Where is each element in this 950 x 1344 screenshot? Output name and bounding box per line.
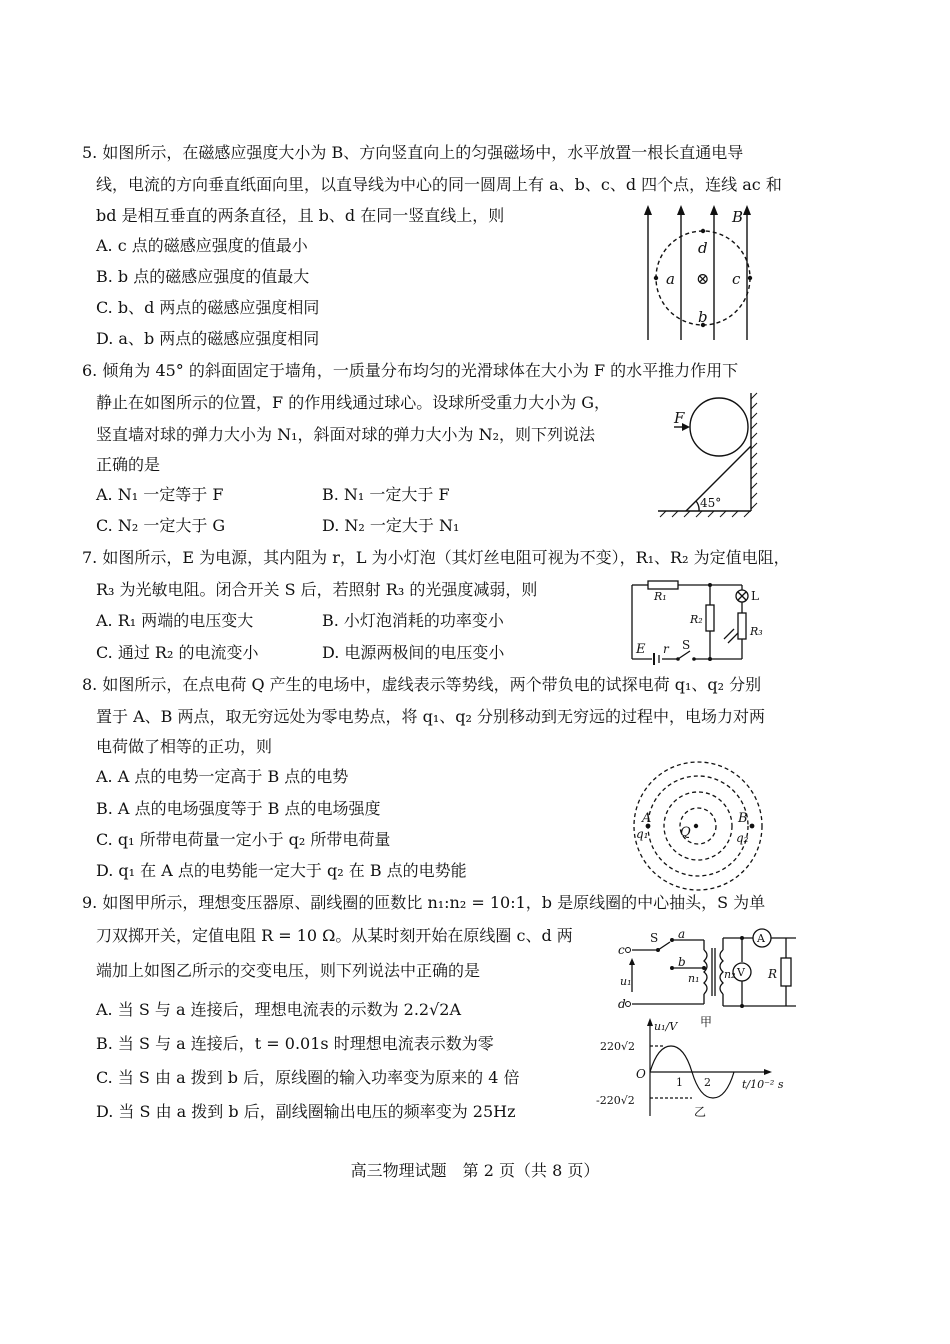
q7-label-r2: R₂ bbox=[690, 613, 703, 626]
q9-graph-ylabel: u₁/V bbox=[654, 1020, 678, 1033]
q7-label-r1: R₁ bbox=[654, 590, 667, 603]
q6-stem-line-4: 正确的是 bbox=[96, 455, 161, 474]
q8-label-b: B bbox=[738, 811, 748, 826]
q7-label-lamp: L bbox=[751, 589, 759, 603]
q9-graph-tick-2: 2 bbox=[704, 1076, 711, 1089]
q7-option-c: C. 通过 R₂ 的电流变小 bbox=[96, 643, 259, 662]
q8-option-a: A. A 点的电势一定高于 B 点的电势 bbox=[96, 767, 349, 786]
q6-stem-line-2: 静止在如图所示的位置，F 的作用线通过球心。设球所受重力大小为 G， bbox=[96, 393, 611, 412]
q8-label-a: A bbox=[642, 811, 652, 826]
page-footer: 高三物理试题 第 2 页（共 8 页） bbox=[350, 1161, 600, 1180]
q9-stem-line-2: 刀双掷开关，定值电阻 R = 10 Ω。从某时刻开始在原线圈 c、d 两 bbox=[96, 926, 573, 945]
q8-option-c: C. q₁ 所带电荷量一定小于 q₂ 所带电荷量 bbox=[96, 830, 391, 849]
q9-stem-line-1: 9. 如图甲所示，理想变压器原、副线圈的匝数比 n₁:n₂ = 10:1，b 是原线圈的中心抽头，S 为单 bbox=[82, 893, 766, 912]
q8-stem-line-1: 8. 如图所示，在点电荷 Q 产生的电场中，虚线表示等势线，两个带负电的试探电荷 q₁、q₂ 分别 bbox=[82, 675, 762, 694]
q9-ammeter-icon: A bbox=[757, 932, 765, 945]
q8-stem-line-3: 电荷做了相等的正功，则 bbox=[96, 737, 273, 756]
q9-caption-yi: 乙 bbox=[694, 1105, 707, 1119]
q7-stem-line-1: 7. 如图所示，E 为电源，其内阻为 r，L 为小灯泡（其灯丝电阻可视为不变），R₁、R₂ 为定值电阻， bbox=[82, 548, 790, 567]
q5-label-c: c bbox=[732, 270, 741, 288]
q8-label-q2: q₂ bbox=[736, 831, 749, 845]
q6-incline-ball-figure bbox=[650, 385, 760, 520]
q9-label-n1: n₁ bbox=[688, 972, 700, 985]
q9-voltmeter-icon: V bbox=[737, 966, 745, 979]
q9-label-a: a bbox=[678, 927, 686, 941]
q8-label-q1: q₁ bbox=[636, 827, 649, 841]
q6-option-a: A. N₁ 一定等于 F bbox=[96, 485, 224, 504]
q9-graph-origin: O bbox=[636, 1067, 646, 1081]
q6-stem-line-1: 6. 倾角为 45° 的斜面固定于墙角，一质量分布均匀的光滑球体在大小为 F 的水平推力作用下 bbox=[82, 361, 739, 380]
q7-option-b: B. 小灯泡消耗的功率变小 bbox=[322, 611, 504, 630]
q5-stem-line-3: bd 是相互垂直的两条直径，且 b、d 在同一竖直线上，则 bbox=[96, 206, 505, 225]
q5-option-b: B. b 点的磁感应强度的值最大 bbox=[96, 267, 310, 286]
q9-option-d: D. 当 S 由 a 拨到 b 后，副线圈输出电压的频率变为 25Hz bbox=[96, 1102, 516, 1121]
q5-option-d: D. a、b 两点的磁感应强度相同 bbox=[96, 329, 320, 348]
q8-equipotential-figure bbox=[628, 766, 768, 886]
q6-option-d: D. N₂ 一定大于 N₁ bbox=[322, 516, 460, 535]
q5-label-a: a bbox=[666, 270, 675, 288]
q7-label-switch: S bbox=[682, 638, 691, 652]
q9-option-c: C. 当 S 由 a 拨到 b 后，原线圈的输入功率变为原来的 4 倍 bbox=[96, 1068, 520, 1087]
q8-option-b: B. A 点的电场强度等于 B 点的电场强度 bbox=[96, 799, 381, 818]
q6-stem-line-3: 竖直墙对球的弹力大小为 N₁，斜面对球的弹力大小为 N₂，则下列说法 bbox=[96, 425, 596, 444]
q5-option-c: C. b、d 两点的磁感应强度相同 bbox=[96, 298, 320, 317]
q7-label-internal-r: r bbox=[663, 642, 669, 656]
q9-caption-jia: 甲 bbox=[700, 1015, 713, 1029]
q5-wire-into-page-icon: ⊗ bbox=[696, 269, 710, 288]
q8-stem-line-2: 置于 A、B 两点，取无穷远处为零电势点，将 q₁、q₂ 分别移动到无穷远的过程中，电场力对两 bbox=[96, 707, 765, 726]
q9-voltage-graph-yi bbox=[592, 1016, 802, 1126]
q7-option-d: D. 电源两极间的电压变小 bbox=[322, 643, 505, 662]
q8-label-q-source: Q bbox=[680, 825, 691, 840]
q9-label-d: d bbox=[618, 997, 626, 1011]
q9-label-u1: u₁ bbox=[620, 975, 632, 988]
q5-option-a: A. c 点的磁感应强度的值最小 bbox=[96, 236, 308, 255]
q9-label-switch-s: S bbox=[650, 931, 659, 945]
q5-label-b-field: B bbox=[732, 208, 744, 226]
q9-label-n2: n₂ bbox=[724, 968, 736, 981]
q9-graph-ymax: 220√2 bbox=[600, 1040, 636, 1053]
q9-graph-tick-1: 1 bbox=[676, 1076, 683, 1089]
q7-label-emf: E bbox=[636, 642, 646, 657]
q7-circuit-figure bbox=[628, 575, 778, 665]
q9-stem-line-3: 端加上如图乙所示的交变电压，则下列说法中正确的是 bbox=[96, 961, 481, 980]
q5-label-d: d bbox=[698, 239, 708, 257]
q9-graph-ymin: -220√2 bbox=[596, 1094, 635, 1107]
q5-stem-line-2: 线，电流的方向垂直纸面向里，以直导线为中心的同一圆周上有 a、b、c、d 四个点，连线 ac 和 bbox=[96, 175, 782, 194]
q9-label-resistor-r: R bbox=[768, 967, 778, 981]
q7-option-a: A. R₁ 两端的电压变大 bbox=[96, 611, 254, 630]
q9-option-a: A. 当 S 与 a 连接后，理想电流表的示数为 2.2√2A bbox=[96, 1000, 462, 1019]
q7-label-r3: R₃ bbox=[750, 625, 763, 638]
q5-label-b-point: b bbox=[698, 308, 708, 326]
q6-option-c: C. N₂ 一定大于 G bbox=[96, 516, 226, 535]
q9-label-c: c bbox=[618, 943, 625, 957]
q6-label-angle: 45° bbox=[700, 496, 722, 510]
q5-magnetic-field-figure bbox=[628, 200, 768, 340]
q9-transformer-figure-jia bbox=[618, 927, 798, 1030]
q8-option-d: D. q₁ 在 A 点的电势能一定大于 q₂ 在 B 点的电势能 bbox=[96, 861, 467, 880]
q5-stem-line-1: 5. 如图所示，在磁感应强度大小为 B、方向竖直向上的匀强磁场中，水平放置一根长直通电导 bbox=[82, 143, 744, 162]
q6-label-force-f: F bbox=[674, 409, 685, 427]
q7-stem-line-2: R₃ 为光敏电阻。闭合开关 S 后，若照射 R₃ 的光强度减弱，则 bbox=[96, 580, 538, 599]
q6-option-b: B. N₁ 一定大于 F bbox=[322, 485, 450, 504]
q9-option-b: B. 当 S 与 a 连接后，t = 0.01s 时理想电流表示数为零 bbox=[96, 1034, 494, 1053]
q9-graph-xlabel: t/10⁻² s bbox=[742, 1078, 784, 1091]
q9-label-b: b bbox=[678, 955, 686, 969]
